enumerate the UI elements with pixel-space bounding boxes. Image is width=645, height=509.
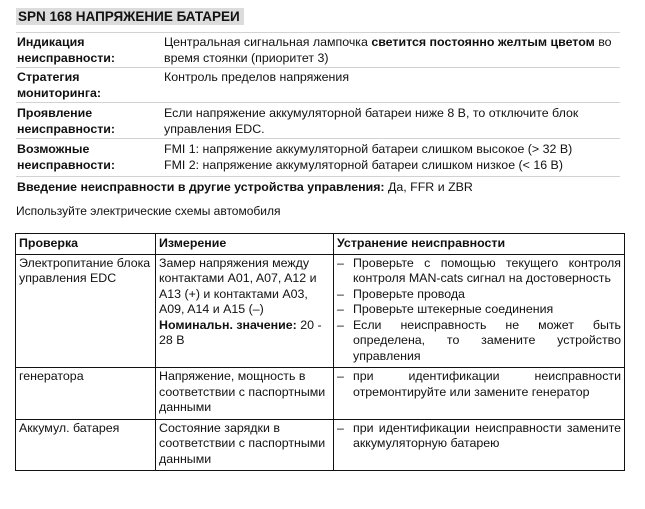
fault-introduction-label: Введение неисправности в другие устройства управления: xyxy=(17,180,385,194)
field-label-monitoring: Стратегия мониторинга: xyxy=(17,70,101,100)
divider xyxy=(16,102,620,103)
table-row xyxy=(16,254,625,368)
divider xyxy=(16,67,620,68)
measurement-cell: Состояние зарядки в соответствии с паспортными данными xyxy=(156,419,334,471)
remedy-cell xyxy=(334,368,625,420)
fmi-2-text: FMI 2: напряжение аккумуляторной батареи слишком низкое (< 16 В) xyxy=(164,157,563,172)
measurement-text: Замер напряжения между контактами A01, A07, A12 и A13 (+) и контактами A03, A09, A14 и A15 (–) xyxy=(159,255,317,316)
table-header-row xyxy=(16,234,625,255)
divider xyxy=(16,32,620,33)
list-item: – Проверьте провода xyxy=(337,287,621,303)
field-label-indication: Индикация неисправности: xyxy=(17,35,116,65)
check-cell: Аккумул. батарея xyxy=(16,419,156,471)
header-check: Проверка xyxy=(16,234,156,255)
list-item: – при идентификации неисправности замените аккумуляторную батарею xyxy=(337,421,621,452)
field-value-possible-faults xyxy=(164,142,626,173)
field-label-possible-faults: Возможные неисправности: xyxy=(17,142,116,172)
remedy-cell xyxy=(334,254,625,368)
divider xyxy=(16,138,620,139)
indication-text-3: во время стоянки (приоритет 3) xyxy=(164,35,612,65)
wiring-note: Используйте электрические схемы автомобиля xyxy=(16,204,281,218)
list-item: – при идентификации неисправности отремонтируйте или замените генератор xyxy=(337,369,621,400)
field-value-manifestation: Если напряжение аккумуляторной батареи ниже 8 В, то отключите блок управления EDC. xyxy=(164,106,579,136)
check-cell: Электропитание блока управления EDC xyxy=(16,254,156,368)
nominal-label: Номинальн. значение: xyxy=(159,317,297,332)
indication-text-1: Центральная сигнальная лампочка xyxy=(164,35,372,49)
page-title: SPN 168 НАПРЯЖЕНИЕ БАТАРЕИ xyxy=(16,8,244,25)
check-cell: генератора xyxy=(16,368,156,420)
header-measurement: Измерение xyxy=(156,234,334,255)
measurement-cell xyxy=(156,254,334,368)
header-remedy: Устранение неисправности xyxy=(334,234,625,255)
indication-text-2: светится постоянно желтым цветом xyxy=(371,35,595,49)
field-value-monitoring: Контроль пределов напряжения xyxy=(164,70,350,84)
fmi-1-text: FMI 1: напряжение аккумуляторной батареи слишком высокое (> 32 В) xyxy=(164,142,573,156)
remedy-cell xyxy=(334,419,625,471)
list-item: – Проверьте штекерные соединения xyxy=(337,302,621,318)
table-row xyxy=(16,368,625,420)
list-item: – Если неисправность не может быть определена, то замените устройство управления xyxy=(337,318,621,365)
diagnostic-table xyxy=(15,233,625,471)
table-row xyxy=(16,419,625,471)
field-value-indication xyxy=(164,35,626,66)
fault-introduction xyxy=(17,180,473,196)
nominal-value xyxy=(159,318,330,349)
field-label-manifestation: Проявление неисправности: xyxy=(17,106,116,136)
measurement-cell: Напряжение, мощность в соответствии с паспортными данными xyxy=(156,368,334,420)
list-item: – Проверьте с помощью текущего контроля контроля MAN-cats сигнал на достоверность xyxy=(337,256,621,287)
divider xyxy=(16,176,620,177)
fault-introduction-value: Да, FFR и ZBR xyxy=(384,180,473,194)
nominal-number: 20 - 28 В xyxy=(159,317,322,347)
